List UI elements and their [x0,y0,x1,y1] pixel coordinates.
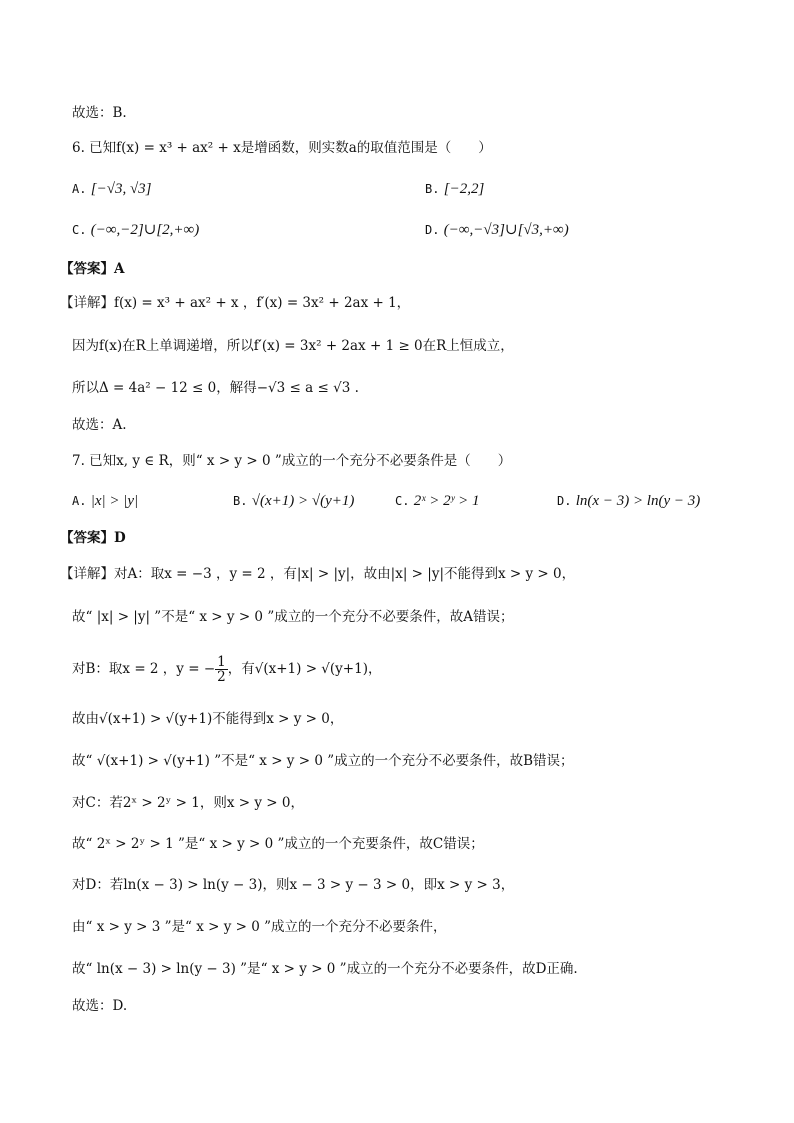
option-label: C. [395,494,410,508]
q6-option-b [425,178,484,200]
fraction-half [215,655,228,684]
option-text: (−∞,−2]∪[2,+∞) [90,222,200,238]
q7-detail-8: 对D：若ln(x − 3) > ln(y − 3)，则x − 3 > y − 3 > 0，即x > y > 3， [72,877,515,893]
option-label: D. [425,223,440,237]
option-label: C. [72,223,87,237]
q7-detail-3 [72,655,381,684]
option-label: D. [557,494,572,508]
detail-text: 对B：取x = 2 ，y = − [72,661,216,677]
q7-choose: 故选：D. [72,998,128,1014]
q6-choose: 故选：A. [72,417,127,433]
q7-option-b [233,490,354,512]
q7-detail-7: 故“ 2ˣ > 2ʸ > 1 ”是“ x > y > 0 ”成立的一个充要条件，故C错误； [72,836,484,852]
option-text: [−2,2] [443,181,485,197]
q6-option-c [72,219,199,241]
q6-answer: 【答案】A [60,261,125,277]
option-text: √(x+1) > √(y+1) [251,493,355,509]
q7-option-a [72,490,138,512]
q7-option-c [395,490,480,512]
q6-detail-1: 【详解】f(x) = x³ + ax² + x ，f′(x) = 3x² + 2ax + 1， [60,295,411,311]
option-text: |x| > |y| [90,493,139,509]
q7-stem: 7. 已知x, y ∈ R，则“ x > y > 0 ”成立的一个充分不必要条件是（ ） [72,453,512,469]
q6-option-a [72,178,152,200]
q6-detail-2: 因为f(x)在R上单调递增，所以f′(x) = 3x² + 2ax + 1 ≥ 0在R上恒成立， [72,338,514,354]
fraction-numerator: 1 [217,654,226,670]
option-label: B. [233,494,248,508]
q7-option-d [557,490,700,512]
q7-detail-6: 对C：若2ˣ > 2ʸ > 1，则x > y > 0， [72,795,304,811]
q7-detail-9: 由“ x > y > 3 ”是“ x > y > 0 ”成立的一个充分不必要条件， [72,919,447,935]
q7-detail-2: 故“ |x| > |y| ”不是“ x > y > 0 ”成立的一个充分不必要条件，故A错误； [72,609,514,625]
option-text: (−∞,−√3]∪[√3,+∞) [443,222,569,238]
q6-stem: 6. 已知f(x) = x³ + ax² + x是增函数，则实数a的取值范围是（ ） [72,140,492,156]
fraction-denominator: 2 [217,669,226,685]
option-label: A. [72,494,87,508]
q6-option-d [425,219,569,241]
option-label: B. [425,182,440,196]
q6-detail-3: 所以Δ = 4a² − 12 ≤ 0，解得−√3 ≤ a ≤ √3 . [72,380,359,396]
option-label: A. [72,182,87,196]
q7-answer: 【答案】D [60,530,126,546]
q7-detail-4: 故由√(x+1) > √(y+1)不能得到x > y > 0， [72,711,344,727]
prev-choose: 故选：B. [72,105,127,121]
detail-text: ，有√(x+1) > √(y+1)， [227,661,382,677]
q7-detail-1: 【详解】对A：取x = −3 ，y = 2 ，有|x| > |y|，故由|x| > |y|不能得到x > y > 0， [60,566,576,582]
q7-detail-10: 故“ ln(x − 3) > ln(y − 3) ”是“ x > y > 0 ”成立的一个充分不必要条件，故D正确. [72,961,578,977]
option-text: ln(x − 3) > ln(y − 3) [575,493,701,509]
q7-detail-5: 故“ √(x+1) > √(y+1) ”不是“ x > y > 0 ”成立的一个充分不必要条件，故B错误； [72,753,574,769]
option-text: [−√3, √3] [90,181,152,197]
option-text: 2ˣ > 2ʸ > 1 [413,493,480,509]
